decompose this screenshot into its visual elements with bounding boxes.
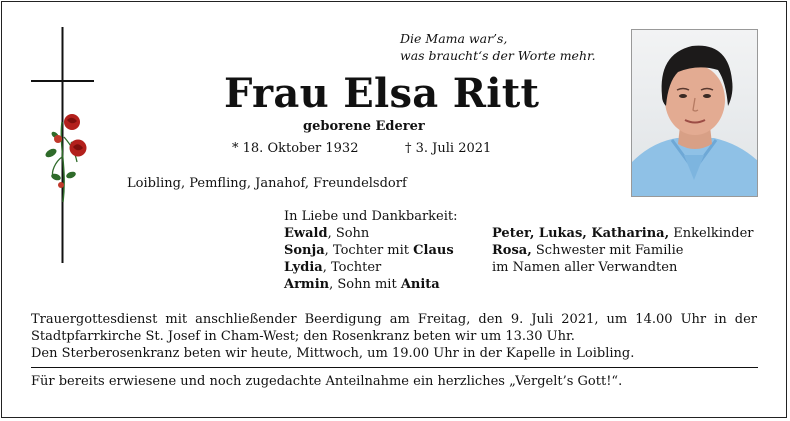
birth-name: geborene Ederer <box>303 119 425 134</box>
mourner-line: im Namen aller Verwandten <box>492 260 678 275</box>
portrait-photo <box>631 29 758 197</box>
deceased-name: Frau Elsa Ritt <box>224 70 540 117</box>
mourner-line: Armin, Sohn mit Anita <box>284 277 440 292</box>
service-line: Den Sterberosenkranz beten wir heute, Mittwoch, um 19.00 Uhr in der Kapelle in Loibling. <box>31 346 635 361</box>
service-info <box>31 311 757 362</box>
thanks-line: Für bereits erwiesene und noch zugedachte Anteilnahme ein herzliches „Vergelt’s Gott!“. <box>31 374 623 389</box>
mourners-left <box>284 225 454 293</box>
birth-date: * 18. Oktober 1932 <box>232 141 359 156</box>
mourner-line: Sonja, Tochter mit Claus <box>284 243 454 258</box>
divider <box>31 367 758 368</box>
cross-icon <box>31 27 96 263</box>
mourners-right <box>492 225 754 276</box>
mourner-line: Lydia, Tochter <box>284 260 382 275</box>
mourner-line: Rosa, Schwester mit Familie <box>492 243 684 258</box>
motto-line: Die Mama war’s, <box>400 31 508 46</box>
places: Loibling, Pemfling, Janahof, Freundelsdorf <box>127 176 407 191</box>
motto-line: was braucht‘s der Worte mehr. <box>400 48 596 63</box>
death-date: † 3. Juli 2021 <box>405 141 492 156</box>
rose-icon <box>44 114 86 202</box>
mourner-line: Ewald, Sohn <box>284 226 370 241</box>
mourner-line: Peter, Lukas, Katharina, Enkelkinder <box>492 226 754 241</box>
service-line: Trauergottesdienst mit anschließender Beerdigung am Freitag, den 9. Juli 2021, um 14.00 Uhr in der <box>31 312 757 327</box>
mourners-intro: In Liebe und Dankbarkeit: <box>284 209 458 224</box>
service-line: Stadtpfarrkirche St. Josef in Cham-West; den Rosenkranz beten wir um 13.30 Uhr. <box>31 329 575 344</box>
motto <box>400 30 596 64</box>
